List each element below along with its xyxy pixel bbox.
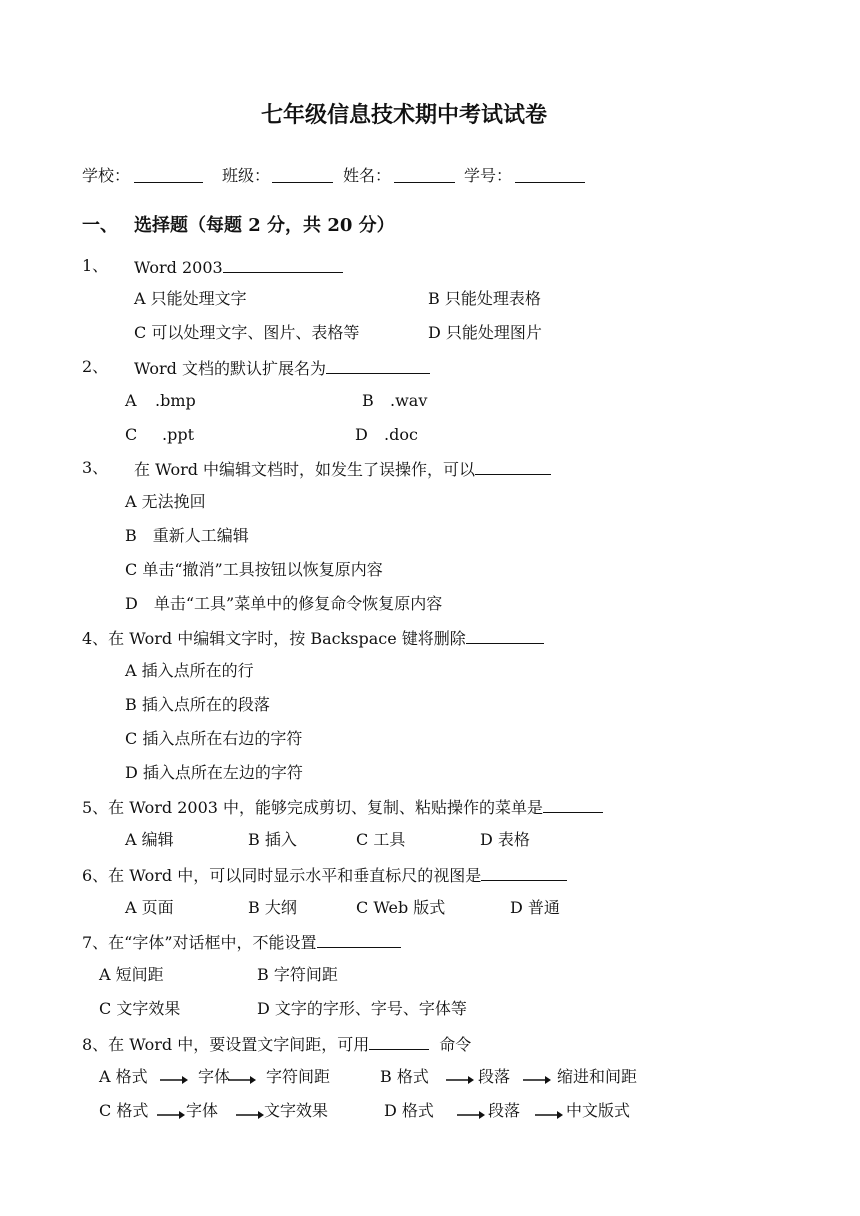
q2-stem [134,357,430,379]
q3-option-b: B 重新人工编辑 [125,526,249,545]
q6-stem [82,864,567,886]
q1-stem-text: Word 2003 [134,258,223,277]
q2-option-d-letter: D [355,425,368,444]
q4-stem-text: 4、在 Word 中编辑文字时，按 Backspace 键将删除 [82,629,466,648]
q7-answer-blank[interactable] [317,931,401,948]
q8-option-b-step3: 缩进和间距 [557,1067,638,1086]
q2-option-c-letter: C [125,425,138,444]
q4-option-c: C 插入点所在右边的字符 [125,729,303,748]
q2-stem-text: Word 文档的默认扩展名为 [134,359,326,378]
q2-option-d: .doc [384,425,418,444]
q8-option-a-arrow1 [160,1075,188,1085]
q8-option-c-arrow2 [236,1110,264,1120]
q8-answer-blank[interactable] [369,1033,429,1050]
q7-option-b: B 字符间距 [257,965,338,984]
q4-answer-blank[interactable] [466,627,544,644]
page-title: 七年级信息技术期中考试试卷 [261,102,548,128]
q8-stem [82,1033,471,1055]
q2-option-c: .ppt [162,425,194,444]
q4-option-b: B 插入点所在的段落 [125,695,270,714]
header-name-blank[interactable] [394,166,455,183]
header-school-blank[interactable] [134,166,203,183]
q3-option-c: C 单击“撤消”工具按钮以恢复原内容 [125,560,383,579]
header-name-label: 姓名： [343,166,392,185]
q4-stem [82,627,544,649]
q1-option-a: A 只能处理文字 [134,289,247,308]
q3-number: 3、 [82,458,109,477]
q5-stem [82,796,603,818]
q4-option-a: A 插入点所在的行 [125,661,254,680]
q6-option-c: C Web 版式 [356,898,446,917]
q8-stem-text: 8、在 Word 中，要设置文字间距，可用 [82,1035,370,1054]
q8-option-d-step1: D 格式 [384,1101,434,1120]
q8-option-d-arrow2 [535,1110,563,1120]
q8-option-b-step1: B 格式 [380,1067,429,1086]
q8-option-c-arrow1 [157,1110,185,1120]
q3-stem [134,458,551,480]
q5-answer-blank[interactable] [543,796,603,813]
header-number-blank[interactable] [515,166,585,183]
q2-option-b-letter: B [362,391,374,410]
q8-option-a-step3: 字符间距 [266,1067,331,1086]
q2-number: 2、 [82,357,109,376]
q5-option-d: D 表格 [480,830,530,849]
q7-option-c: C 文字效果 [99,999,181,1018]
header-class-label: 班级： [222,166,271,185]
q5-option-c: C 工具 [356,830,406,849]
q1-option-d: D 只能处理图片 [428,323,542,342]
section-number: 一、 [82,215,118,236]
q1-answer-blank[interactable] [223,256,343,273]
q1-option-c: C 可以处理文字、图片、表格等 [134,323,360,342]
q2-option-a: .bmp [155,391,196,410]
q3-option-d: D 单击“工具”菜单中的修复命令恢复原内容 [125,594,443,613]
q6-option-a: A 页面 [125,898,174,917]
q8-option-d-step2: 段落 [488,1101,521,1120]
q5-option-b: B 插入 [248,830,297,849]
q3-stem-text: 在 Word 中编辑文档时，如发生了误操作，可以 [134,460,476,479]
q8-option-c-step3: 文字效果 [264,1101,329,1120]
q8-option-a-step1: A 格式 [99,1067,148,1086]
q6-answer-blank[interactable] [481,864,567,881]
q8-option-c-step2: 字体 [186,1101,219,1120]
q6-option-d: D 普通 [510,898,560,917]
q8-option-b-step2: 段落 [478,1067,511,1086]
q8-option-c-step1: C 格式 [99,1101,149,1120]
q7-option-d: D 文字的字形、字号、字体等 [257,999,467,1018]
q8-option-a-step2: 字体 [198,1067,231,1086]
q5-option-a: A 编辑 [125,830,174,849]
q7-option-a: A 短间距 [99,965,164,984]
section-title: 选择题（每题 2 分，共 20 分） [134,215,395,236]
q8-option-b-arrow1 [446,1075,474,1085]
header-class-blank[interactable] [272,166,333,183]
header-school-label: 学校： [82,166,131,185]
q6-option-b: B 大纲 [248,898,297,917]
q4-option-d: D 插入点所在左边的字符 [125,763,303,782]
q8-option-d-step3: 中文版式 [566,1101,631,1120]
q2-option-b: .wav [390,391,428,410]
q7-stem [82,931,401,953]
q1-option-b: B 只能处理表格 [428,289,541,308]
q8-option-a-arrow2 [228,1075,256,1085]
q5-stem-text: 5、在 Word 2003 中，能够完成剪切、复制、粘贴操作的菜单是 [82,798,544,817]
q2-option-a-letter: A [125,391,137,410]
q6-stem-text: 6、在 Word 中，可以同时显示水平和垂直标尺的视图是 [82,866,482,885]
q2-answer-blank[interactable] [326,357,430,374]
q7-stem-text: 7、在“字体”对话框中，不能设置 [82,933,317,952]
q8-option-d-arrow1 [457,1110,485,1120]
header-number-label: 学号： [464,166,513,185]
q8-stem-tail: 命令 [439,1035,472,1054]
q3-option-a: A 无法挽回 [125,492,206,511]
q3-answer-blank[interactable] [475,458,551,475]
q1-stem [134,256,343,278]
q8-option-b-arrow2 [523,1075,551,1085]
q1-number: 1、 [82,256,109,275]
